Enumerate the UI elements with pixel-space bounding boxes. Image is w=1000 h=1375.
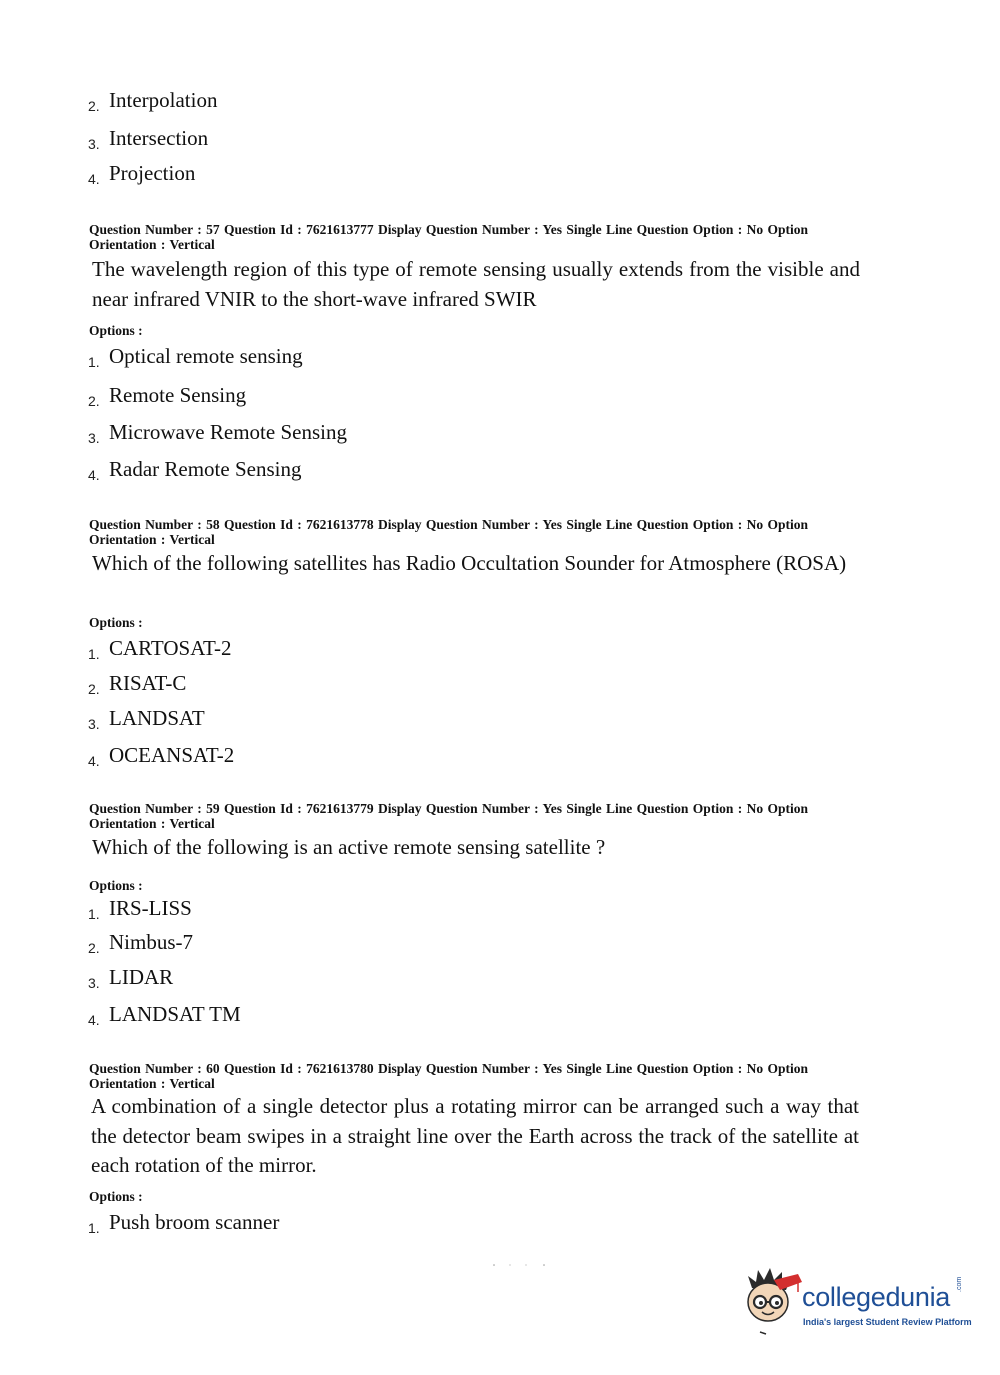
scan-artifact	[492, 1262, 552, 1268]
question-text: Which of the following satellites has Radio Occultation Sounder for Atmosphere (ROSA)	[92, 551, 847, 575]
option-number: 4.	[88, 171, 100, 187]
question-text: A combination of a single detector plus a rotating mirror can be arranged such a way that the detector beam swipes in a straight line over the Earth across the track of the satellite at each rotation of the mirror.	[91, 1094, 859, 1177]
option-text: Remote Sensing	[109, 383, 247, 407]
option-number: 1.	[88, 354, 100, 370]
logo-wordmark: collegedunia	[802, 1282, 951, 1312]
option-text: Optical remote sensing	[109, 344, 303, 368]
question-meta: Question Number : 58 Question Id : 7621613778 Display Question Number : Yes Single Line Question Option : No Option Orientation : Vertical	[89, 517, 808, 547]
logo-tagline: India's largest Student Review Platform	[803, 1317, 972, 1327]
option-number: 2.	[88, 681, 100, 697]
option-text: Push broom scanner	[109, 1210, 280, 1234]
option-number: 2.	[88, 98, 100, 114]
option-text: Microwave Remote Sensing	[109, 420, 347, 444]
option-number: 3.	[88, 136, 100, 152]
question-meta: Question Number : 60 Question Id : 7621613780 Display Question Number : Yes Single Line Question Option : No Option Orientation : Vertical	[89, 1061, 808, 1091]
option-text: OCEANSAT-2	[109, 743, 235, 767]
collegedunia-logo	[738, 1268, 978, 1340]
option-text: RISAT-C	[109, 671, 187, 695]
question-text: Which of the following is an active remote sensing satellite ?	[92, 835, 606, 859]
option-number: 3.	[88, 975, 100, 991]
option-number: 4.	[88, 1012, 100, 1028]
option-number: 1.	[88, 906, 100, 922]
option-text: Intersection	[109, 126, 209, 150]
option-text: LIDAR	[109, 965, 174, 989]
options-label: Options :	[89, 1189, 143, 1204]
option-number: 1.	[88, 646, 100, 662]
option-text: Interpolation	[109, 88, 218, 112]
option-text: Projection	[109, 161, 196, 185]
options-label: Options :	[89, 615, 143, 630]
question-text: The wavelength region of this type of remote sensing usually extends from the visible and near infrared VNIR to the short-wave infrared SWIR	[92, 257, 860, 311]
options-label: Options :	[89, 878, 143, 893]
option-number: 4.	[88, 753, 100, 769]
option-number: 2.	[88, 393, 100, 409]
option-text: Nimbus-7	[109, 930, 193, 954]
mascot-icon	[738, 1268, 804, 1340]
option-text: LANDSAT TM	[109, 1002, 241, 1026]
option-number: 3.	[88, 716, 100, 732]
logo-suffix: .com	[956, 1276, 963, 1292]
question-meta: Question Number : 59 Question Id : 7621613779 Display Question Number : Yes Single Line Question Option : No Option Orientation : Vertical	[89, 801, 808, 831]
option-number: 3.	[88, 430, 100, 446]
option-number: 2.	[88, 940, 100, 956]
option-number: 1.	[88, 1220, 100, 1236]
question-meta: Question Number : 57 Question Id : 7621613777 Display Question Number : Yes Single Line Question Option : No Option Orientation : Vertical	[89, 222, 808, 252]
option-text: IRS-LISS	[109, 896, 192, 920]
option-text: LANDSAT	[109, 706, 205, 730]
option-number: 4.	[88, 467, 100, 483]
option-text: CARTOSAT-2	[109, 636, 232, 660]
options-label: Options :	[89, 323, 143, 338]
option-text: Radar Remote Sensing	[109, 457, 302, 481]
